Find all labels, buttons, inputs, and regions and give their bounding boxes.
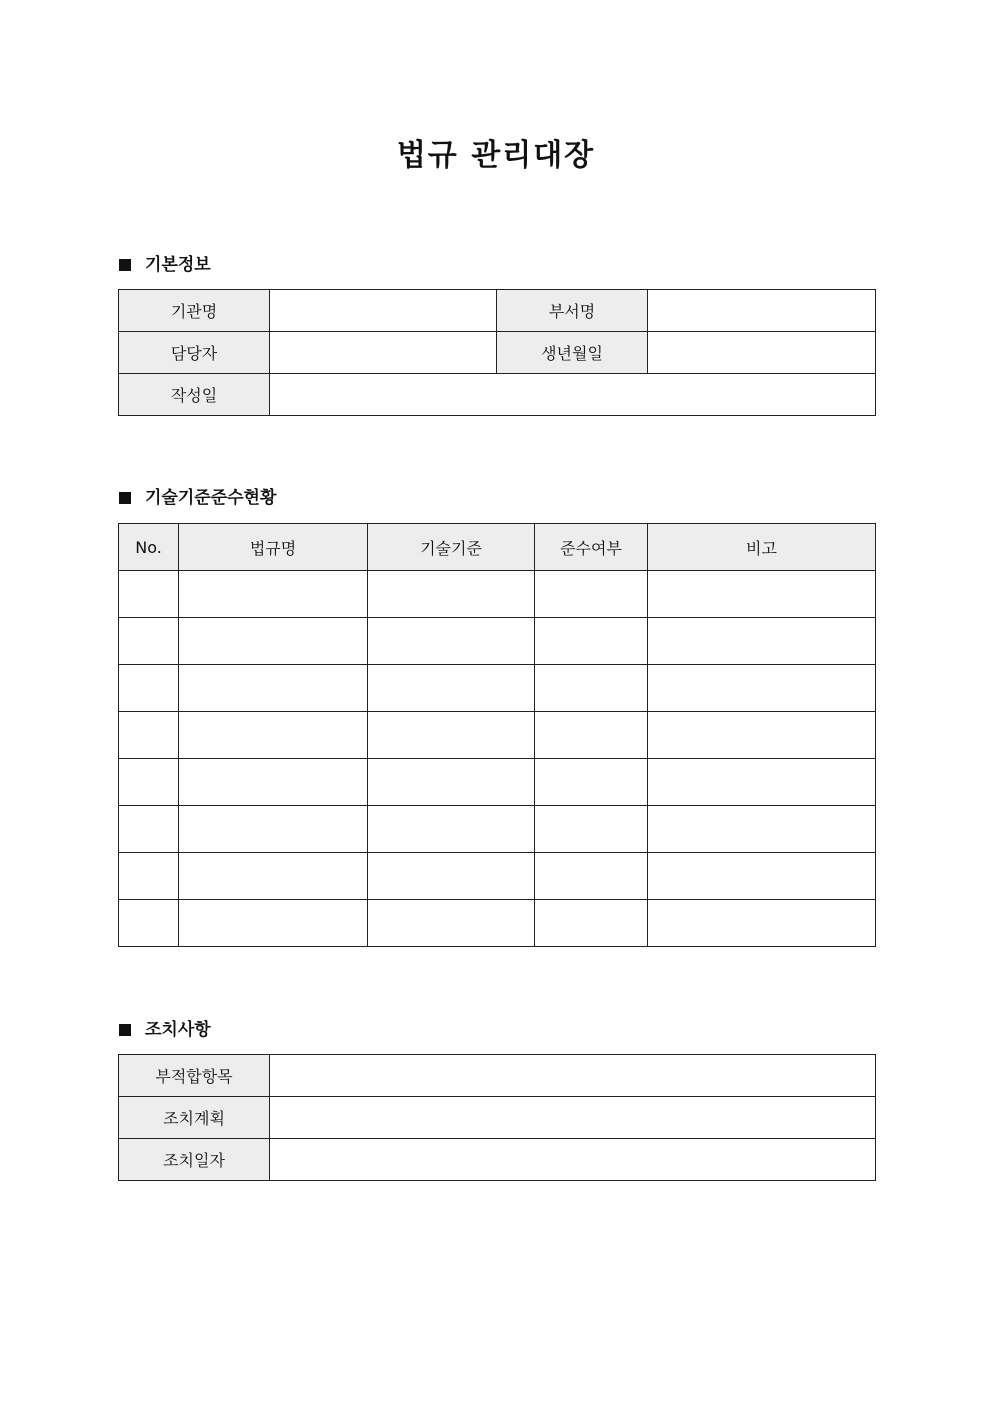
section-heading-compliance: [119, 486, 276, 510]
tech-standard-cell[interactable]: [368, 853, 535, 900]
tech-standard-cell[interactable]: [368, 759, 535, 806]
tech-standard-cell[interactable]: [368, 900, 535, 947]
law-name-cell[interactable]: [179, 900, 368, 947]
table-row: [119, 290, 876, 332]
table-row: [119, 806, 876, 853]
section-heading-basic-info: [119, 253, 211, 277]
action-plan-label: 조치계획: [119, 1097, 270, 1139]
org-name-label: 기관명: [119, 290, 270, 332]
compliance-cell[interactable]: [535, 618, 648, 665]
table-row: [119, 374, 876, 416]
tech-standard-cell[interactable]: [368, 806, 535, 853]
section-heading-label: 기본정보: [145, 255, 211, 275]
law-name-cell[interactable]: [179, 806, 368, 853]
table-row: [119, 759, 876, 806]
remarks-cell[interactable]: [648, 759, 876, 806]
no-cell[interactable]: [119, 900, 179, 947]
action-plan-field[interactable]: [270, 1097, 876, 1139]
manager-label: 담당자: [119, 332, 270, 374]
no-cell[interactable]: [119, 712, 179, 759]
no-cell[interactable]: [119, 665, 179, 712]
compliance-cell[interactable]: [535, 806, 648, 853]
law-name-cell[interactable]: [179, 759, 368, 806]
law-name-cell[interactable]: [179, 665, 368, 712]
nonconformity-field[interactable]: [270, 1055, 876, 1097]
nonconformity-label: 부적합항목: [119, 1055, 270, 1097]
table-row: [119, 712, 876, 759]
compliance-cell[interactable]: [535, 665, 648, 712]
action-date-label: 조치일자: [119, 1139, 270, 1181]
no-cell[interactable]: [119, 618, 179, 665]
square-bullet-icon: [119, 259, 131, 271]
dept-name-label: 부서명: [497, 290, 648, 332]
table-row: [119, 618, 876, 665]
page-title: 법규 관리대장: [396, 138, 596, 173]
section-heading-label: 기술기준준수현황: [145, 488, 277, 508]
section-heading-label: 조치사항: [145, 1020, 211, 1040]
remarks-cell[interactable]: [648, 665, 876, 712]
birth-date-field[interactable]: [648, 332, 876, 374]
no-cell[interactable]: [119, 853, 179, 900]
remarks-cell[interactable]: [648, 571, 876, 618]
square-bullet-icon: [119, 1024, 131, 1036]
birth-date-label: 생년월일: [497, 332, 648, 374]
no-cell[interactable]: [119, 571, 179, 618]
basic-info-table: [118, 289, 876, 416]
section-heading-actions: [119, 1018, 211, 1042]
compliance-cell[interactable]: [535, 853, 648, 900]
tech-standard-cell[interactable]: [368, 712, 535, 759]
no-cell[interactable]: [119, 759, 179, 806]
column-header-remarks: 비고: [648, 524, 876, 571]
table-row: [119, 1139, 876, 1181]
column-header-compliance: 준수여부: [535, 524, 648, 571]
table-row: [119, 571, 876, 618]
law-name-cell[interactable]: [179, 853, 368, 900]
org-name-field[interactable]: [270, 290, 497, 332]
table-header-row: [119, 524, 876, 571]
law-name-cell[interactable]: [179, 618, 368, 665]
compliance-table: [118, 523, 876, 947]
written-date-label: 작성일: [119, 374, 270, 416]
column-header-tech-standard: 기술기준: [368, 524, 535, 571]
table-row: [119, 900, 876, 947]
action-date-field[interactable]: [270, 1139, 876, 1181]
table-row: [119, 665, 876, 712]
table-row: [119, 332, 876, 374]
written-date-field[interactable]: [270, 374, 876, 416]
law-name-cell[interactable]: [179, 571, 368, 618]
column-header-no: No.: [119, 524, 179, 571]
actions-table: [118, 1054, 876, 1181]
compliance-cell[interactable]: [535, 759, 648, 806]
remarks-cell[interactable]: [648, 900, 876, 947]
table-row: [119, 1097, 876, 1139]
square-bullet-icon: [119, 492, 131, 504]
remarks-cell[interactable]: [648, 853, 876, 900]
column-header-law-name: 법규명: [179, 524, 368, 571]
law-name-cell[interactable]: [179, 712, 368, 759]
table-row: [119, 853, 876, 900]
remarks-cell[interactable]: [648, 712, 876, 759]
remarks-cell[interactable]: [648, 618, 876, 665]
compliance-cell[interactable]: [535, 571, 648, 618]
compliance-cell[interactable]: [535, 900, 648, 947]
table-row: [119, 1055, 876, 1097]
tech-standard-cell[interactable]: [368, 571, 535, 618]
remarks-cell[interactable]: [648, 806, 876, 853]
dept-name-field[interactable]: [648, 290, 876, 332]
no-cell[interactable]: [119, 806, 179, 853]
manager-field[interactable]: [270, 332, 497, 374]
tech-standard-cell[interactable]: [368, 665, 535, 712]
tech-standard-cell[interactable]: [368, 618, 535, 665]
compliance-cell[interactable]: [535, 712, 648, 759]
